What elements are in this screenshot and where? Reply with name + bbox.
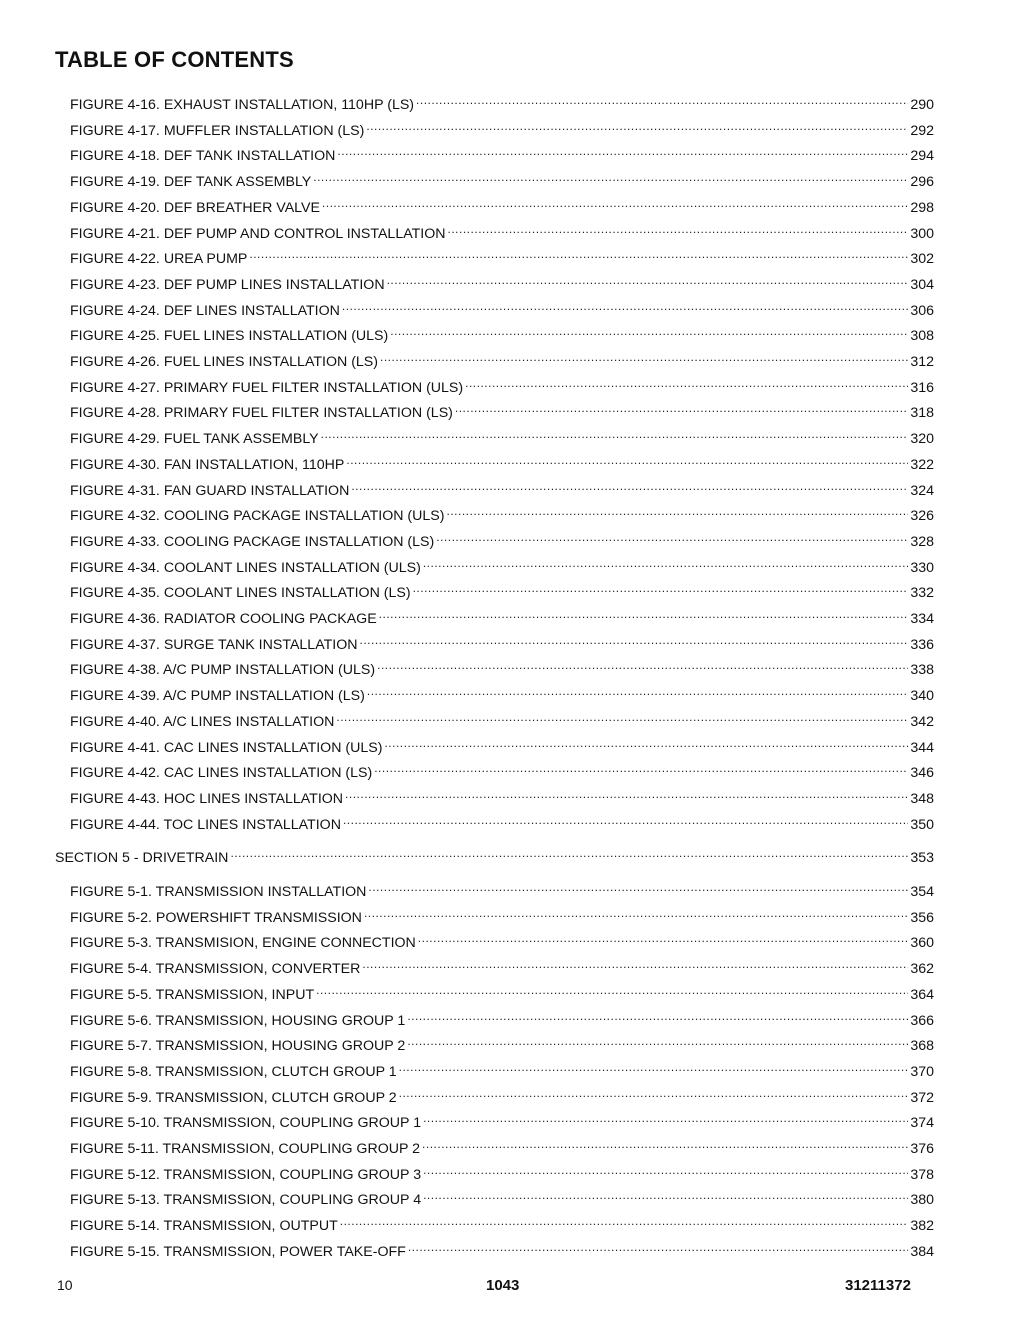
toc-entry[interactable] (70, 929, 934, 952)
toc-entry-page: 304 (910, 276, 934, 293)
toc-entry-label: FIGURE 4-28. PRIMARY FUEL FILTER INSTALLATION (LS) (70, 405, 453, 422)
toc-entry-label: FIGURE 4-21. DEF PUMP AND CONTROL INSTALLATION (70, 225, 446, 242)
toc-entry[interactable] (70, 955, 934, 978)
toc-entry-label: FIGURE 4-44. TOC LINES INSTALLATION (70, 816, 341, 833)
toc-entry[interactable] (70, 502, 934, 525)
toc-entry[interactable] (70, 708, 934, 731)
dot-leader (399, 1084, 909, 1102)
toc-entry[interactable] (70, 1135, 934, 1158)
dot-leader (384, 734, 908, 752)
dot-leader (408, 1238, 909, 1256)
toc-entry-page: 322 (910, 456, 934, 473)
dot-leader (418, 929, 909, 947)
toc-entry[interactable] (70, 579, 934, 602)
toc-entry[interactable] (70, 1007, 934, 1030)
toc-entry-page: 294 (910, 148, 934, 165)
toc-entry-page: 332 (910, 585, 934, 602)
toc-entry-page: 342 (910, 713, 934, 730)
toc-entry-page: 308 (910, 328, 934, 345)
toc-entry-label: FIGURE 4-17. MUFFLER INSTALLATION (LS) (70, 122, 365, 139)
toc-entry-page: 316 (910, 379, 934, 396)
toc-entry-label: FIGURE 5-3. TRANSMISION, ENGINE CONNECTION (70, 935, 416, 952)
dot-leader (343, 811, 908, 829)
dot-leader (379, 605, 909, 623)
dot-leader (345, 785, 908, 803)
toc-entry-label: FIGURE 5-2. POWERSHIFT TRANSMISSION (70, 909, 362, 926)
toc-entry-label: FIGURE 4-36. RADIATOR COOLING PACKAGE (70, 611, 377, 627)
toc-entry-page: 336 (910, 636, 934, 653)
toc-entry[interactable] (70, 142, 934, 165)
footer-center-number: 1043 (486, 1277, 520, 1294)
toc-entry-page: 344 (910, 739, 934, 756)
dot-leader (342, 297, 908, 315)
toc-entry-page: 326 (910, 508, 934, 525)
toc-entry-label: FIGURE 5-13. TRANSMISSION, COUPLING GROUP 4 (70, 1192, 422, 1209)
toc-entry[interactable] (70, 878, 934, 901)
toc-entry[interactable] (70, 1238, 934, 1261)
toc-entry-page: 364 (910, 986, 934, 1003)
toc-entry-label: FIGURE 5-12. TRANSMISSION, COUPLING GROUP 3 (70, 1166, 422, 1183)
toc-entry-page: 378 (910, 1166, 934, 1183)
toc-entry-label: FIGURE 5-4. TRANSMISSION, CONVERTER (70, 961, 361, 978)
toc-entry-label: FIGURE 4-37. SURGE TANK INSTALLATION (70, 636, 358, 653)
dot-leader (423, 1186, 908, 1204)
toc-entry[interactable] (70, 759, 934, 782)
toc-entry-label: FIGURE 4-42. CAC LINES INSTALLATION (LS) (70, 765, 373, 782)
toc-entry-page: 374 (910, 1115, 934, 1132)
toc-entry-page: 338 (910, 662, 934, 679)
toc-entry-page: 362 (910, 961, 934, 978)
toc-entry-label: FIGURE 4-24. DEF LINES INSTALLATION (70, 302, 340, 319)
toc-entry-label: FIGURE 5-11. TRANSMISSION, COUPLING GROUP 2 (70, 1141, 421, 1157)
toc-entry[interactable] (70, 399, 934, 422)
dot-leader (413, 579, 909, 597)
dot-leader (436, 528, 908, 546)
toc-entry[interactable] (70, 1212, 934, 1235)
toc-entry[interactable] (70, 374, 934, 397)
toc-entry-label: FIGURE 4-32. COOLING PACKAGE INSTALLATION (ULS) (70, 508, 445, 525)
toc-entry[interactable] (70, 1186, 934, 1209)
toc-entry[interactable] (70, 91, 934, 114)
toc-entry-page: 296 (910, 174, 934, 191)
toc-entry-label: FIGURE 5-7. TRANSMISSION, HOUSING GROUP 2 (70, 1038, 406, 1055)
toc-entry-page: 328 (910, 533, 934, 550)
toc-entry-label: FIGURE 4-39. A/C PUMP INSTALLATION (LS) (70, 688, 365, 705)
toc-entry-page: 324 (910, 482, 934, 499)
toc-entry[interactable] (70, 554, 934, 577)
toc-entry-page: 340 (910, 688, 934, 705)
toc-entry-page: 292 (910, 122, 934, 139)
toc-entry-page: 334 (910, 611, 934, 627)
toc-entry-page: 360 (910, 935, 934, 952)
toc-entry-page: 370 (910, 1063, 934, 1080)
toc-entry-page: 312 (910, 354, 934, 370)
toc-entry-label: FIGURE 5-10. TRANSMISSION, COUPLING GROUP 1 (70, 1115, 422, 1132)
toc-entry[interactable] (70, 785, 934, 808)
toc-entry[interactable] (70, 117, 934, 140)
toc-entry[interactable] (70, 348, 934, 371)
toc-section-entry[interactable] (55, 844, 934, 867)
toc-entry-page: 320 (910, 431, 934, 448)
footer-page-number: 10 (57, 1277, 73, 1293)
toc-entry-page: 348 (910, 790, 934, 807)
toc-entry-label: FIGURE 4-19. DEF TANK ASSEMBLY (70, 174, 312, 191)
toc-entry[interactable] (70, 734, 934, 757)
toc-entry[interactable] (70, 811, 934, 834)
toc-entry[interactable] (70, 1058, 934, 1081)
dot-leader (368, 878, 908, 896)
toc-entry[interactable] (70, 297, 934, 320)
toc-entry[interactable] (70, 271, 934, 294)
dot-leader (351, 477, 908, 495)
dot-leader (321, 425, 909, 443)
dot-leader (362, 955, 908, 973)
toc-entry-page: 290 (910, 97, 934, 113)
toc-entry-page: 368 (910, 1038, 934, 1055)
toc-entry-label: FIGURE 4-43. HOC LINES INSTALLATION (70, 790, 344, 807)
dot-leader (390, 322, 908, 340)
toc-entry[interactable] (70, 605, 934, 628)
dot-leader (407, 1007, 908, 1025)
dot-leader (416, 91, 908, 109)
dot-leader (337, 142, 908, 160)
toc-entry[interactable] (70, 1109, 934, 1132)
dot-leader (422, 1135, 908, 1153)
dot-leader (387, 271, 909, 289)
dot-leader (316, 981, 908, 999)
dot-leader (322, 194, 908, 212)
footer-doc-number: 31211372 (845, 1277, 911, 1294)
dot-leader (374, 759, 908, 777)
dot-leader (340, 1212, 909, 1230)
toc-entry-label: FIGURE 5-15. TRANSMISSION, POWER TAKE-OFF (70, 1243, 406, 1260)
dot-leader (446, 502, 908, 520)
dot-leader (230, 844, 908, 862)
toc-entry-page: 350 (910, 816, 934, 833)
dot-leader (336, 708, 908, 726)
dot-leader (377, 656, 908, 674)
toc-entry-label: FIGURE 4-26. FUEL LINES INSTALLATION (LS) (70, 354, 378, 370)
toc-entry-page: 384 (910, 1243, 934, 1260)
toc-entry[interactable] (70, 528, 934, 551)
toc-entry-label: FIGURE 4-18. DEF TANK INSTALLATION (70, 148, 336, 165)
toc-entry-label: FIGURE 4-33. COOLING PACKAGE INSTALLATION (LS) (70, 533, 435, 550)
toc-entry[interactable] (70, 322, 934, 345)
toc-entry-label: FIGURE 4-29. FUEL TANK ASSEMBLY (70, 431, 319, 448)
toc-entry[interactable] (70, 682, 934, 705)
toc-entry[interactable] (70, 220, 934, 243)
toc-entry-label: FIGURE 4-38. A/C PUMP INSTALLATION (ULS) (70, 662, 376, 679)
dot-leader (407, 1032, 908, 1050)
dot-leader (465, 374, 908, 392)
page-title: TABLE OF CONTENTS (55, 47, 294, 72)
toc-entry-label: FIGURE 5-8. TRANSMISSION, CLUTCH GROUP 1 (70, 1063, 397, 1080)
toc-entry[interactable] (70, 168, 934, 191)
toc-entry[interactable] (70, 425, 934, 448)
toc-entry[interactable] (70, 1161, 934, 1184)
dot-leader (423, 1109, 908, 1127)
toc-entry[interactable] (70, 1084, 934, 1107)
toc-entry-page: 346 (910, 765, 934, 782)
dot-leader (423, 1161, 908, 1179)
toc-entry-label: FIGURE 5-5. TRANSMISSION, INPUT (70, 986, 315, 1003)
dot-leader (423, 554, 909, 572)
toc-entry-label: SECTION 5 - DRIVETRAIN (55, 850, 229, 867)
toc-entry-label: FIGURE 4-23. DEF PUMP LINES INSTALLATION (70, 276, 385, 293)
dot-leader (366, 117, 908, 135)
toc-entry-label: FIGURE 4-41. CAC LINES INSTALLATION (ULS) (70, 739, 383, 756)
dot-leader (367, 682, 908, 700)
toc-entry-label: FIGURE 4-20. DEF BREATHER VALVE (70, 199, 320, 216)
dot-leader (448, 220, 909, 238)
dot-leader (399, 1058, 909, 1076)
dot-leader (346, 451, 908, 469)
toc-entry-page: 318 (910, 405, 934, 422)
toc-entry-label: FIGURE 5-1. TRANSMISSION INSTALLATION (70, 884, 367, 900)
toc-entry[interactable] (70, 1032, 934, 1055)
toc-entry-page: 366 (910, 1012, 934, 1029)
toc-entry-page: 298 (910, 199, 934, 216)
toc-entry-label: FIGURE 4-31. FAN GUARD INSTALLATION (70, 482, 350, 499)
toc-entry-page: 382 (910, 1218, 934, 1235)
toc-entry-label: FIGURE 4-27. PRIMARY FUEL FILTER INSTALLATION (ULS) (70, 379, 464, 396)
toc-entry-page: 330 (910, 559, 934, 576)
toc-entry-page: 302 (910, 251, 934, 268)
toc-entry[interactable] (70, 194, 934, 217)
toc-entry-page: 354 (910, 884, 934, 900)
toc-entry-page: 306 (910, 302, 934, 319)
toc-entry-page: 356 (910, 909, 934, 926)
dot-leader (360, 631, 909, 649)
dot-leader (455, 399, 908, 417)
toc-entry-label: FIGURE 4-22. UREA PUMP (70, 251, 248, 268)
toc-entry[interactable] (70, 245, 934, 268)
dot-leader (313, 168, 908, 186)
toc-entry[interactable] (70, 656, 934, 679)
toc-entry-label: FIGURE 4-34. COOLANT LINES INSTALLATION (ULS) (70, 559, 421, 576)
toc-entry-label: FIGURE 4-35. COOLANT LINES INSTALLATION (LS) (70, 585, 411, 602)
toc-entry[interactable] (70, 981, 934, 1004)
toc-entry[interactable] (70, 477, 934, 500)
toc-entry[interactable] (70, 904, 934, 927)
toc-entry-page: 372 (910, 1089, 934, 1106)
dot-leader (249, 245, 908, 263)
toc-entry-page: 380 (910, 1192, 934, 1209)
toc-entry-label: FIGURE 4-30. FAN INSTALLATION, 110HP (70, 456, 345, 473)
toc-entry-page: 300 (910, 225, 934, 242)
toc-entry-label: FIGURE 5-9. TRANSMISSION, CLUTCH GROUP 2 (70, 1089, 397, 1106)
toc-entry-label: FIGURE 4-16. EXHAUST INSTALLATION, 110HP (LS) (70, 97, 415, 113)
toc-entry-label: FIGURE 5-14. TRANSMISSION, OUTPUT (70, 1218, 338, 1235)
toc-entry-page: 376 (910, 1141, 934, 1157)
dot-leader (364, 904, 908, 922)
dot-leader (380, 348, 908, 366)
toc-entry-label: FIGURE 4-25. FUEL LINES INSTALLATION (ULS) (70, 328, 389, 345)
toc-entry-label: FIGURE 5-6. TRANSMISSION, HOUSING GROUP 1 (70, 1012, 406, 1029)
toc-entry[interactable] (70, 631, 934, 654)
toc-entry[interactable] (70, 451, 934, 474)
toc-entry-label: FIGURE 4-40. A/C LINES INSTALLATION (70, 713, 335, 730)
toc-entry-page: 353 (910, 850, 934, 867)
